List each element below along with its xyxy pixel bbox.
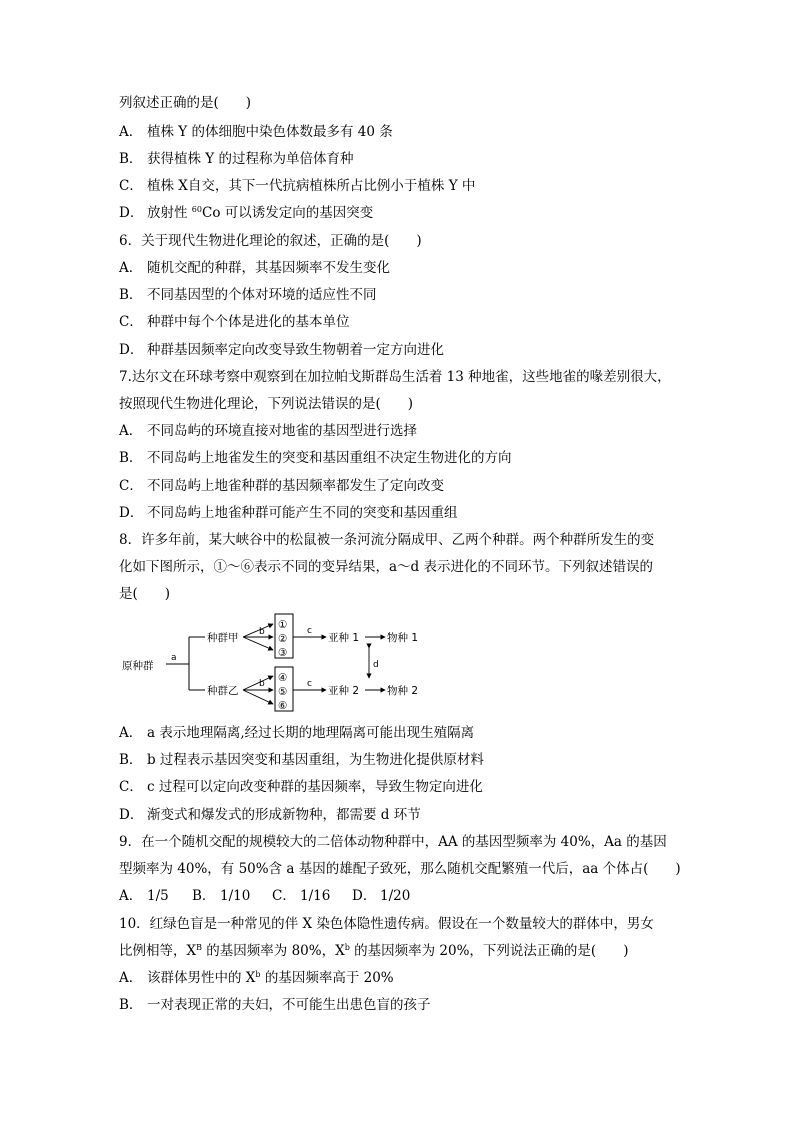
option-text: 1/10 (220, 888, 251, 904)
allele-superscript: b (255, 970, 261, 979)
q6-option-c (119, 312, 350, 332)
option-text: 1/20 (380, 888, 411, 904)
arrow-b-bottom-3 (243, 690, 273, 704)
q7-option-c (119, 476, 444, 496)
mark-5: ⑤ (278, 686, 288, 698)
option-text: 不同岛屿上地雀种群的基因频率都发生了定向改变 (147, 478, 444, 494)
option-text: 植株 Y 的体细胞中染色体数最多有 40 条 (147, 124, 393, 140)
option-label: A． (119, 725, 143, 741)
q8-stem-line2: 化如下图所示，①～⑥表示不同的变异结果，a～d 表示进化的不同环节。下列叙述错误的 (119, 559, 653, 575)
species-2-label: 物种 2 (387, 685, 419, 697)
label-b-bottom: b (259, 679, 265, 689)
option-text: 种群中每个个体是进化的基本单位 (147, 314, 350, 330)
option-text: 种群基因频率定向改变导致生物朝着一定方向进化 (147, 342, 444, 358)
label-c-bottom: c (307, 679, 312, 689)
option-label: C． (119, 314, 143, 330)
option-text: 1/16 (300, 888, 331, 904)
q7-option-a (119, 421, 417, 441)
option-label: C． (119, 178, 143, 194)
label-a: a (171, 653, 177, 663)
q7-stem-line2: 按照现代生物进化理论，下列说法错误的是( ) (119, 396, 414, 412)
option-text: 渐变式和爆发式的形成新物种，都需要 d 环节 (147, 807, 421, 823)
option-label: D． (119, 205, 144, 221)
q10-option-a (119, 968, 394, 988)
option-text: 获得植株 Y 的过程称为单倍体育种 (147, 151, 354, 167)
option-text-pre: 放射性 (147, 205, 192, 221)
q6-option-a (119, 258, 390, 278)
option-label: A． (119, 888, 143, 904)
option-text: 不同岛屿上地雀种群可能产生不同的突变和基因重组 (147, 505, 458, 521)
stem-text-pre: 比例相等，X (119, 943, 197, 959)
subspecies-2-label: 亚种 2 (328, 685, 360, 697)
q10-stem-line2 (119, 941, 628, 961)
label-b-top: b (259, 627, 265, 637)
option-text: c 过程可以定向改变种群的基因频率，导致生物定向进化 (147, 779, 483, 795)
option-text: a 表示地理隔离,经过长期的地理隔离可能出现生殖隔离 (147, 725, 475, 741)
q8-option-c (119, 777, 483, 797)
mark-4: ④ (278, 672, 288, 684)
population-a-label: 种群甲 (207, 632, 239, 644)
q8-stem-line1: 8．许多年前，某大峡谷中的松鼠被一条河流分隔成甲、乙两个种群。两个种群所发生的变 (119, 532, 655, 548)
option-label: C． (119, 779, 143, 795)
option-text: 随机交配的种群，其基因频率不发生变化 (147, 260, 390, 276)
mark-6: ⑥ (278, 700, 288, 712)
option-label: A． (119, 260, 143, 276)
q7-stem-line1: 7.达尔文在环球考察中观察到在加拉帕戈斯群岛生活着 13 种地雀，这些地雀的喙差别很大， (119, 369, 671, 385)
option-text: 一对表现正常的夫妇，不可能生出患色盲的孩子 (147, 997, 431, 1013)
option-label: B． (119, 450, 143, 466)
isotope-mass: 60 (191, 205, 202, 214)
option-text-pre: 该群体男性中的 X (147, 970, 256, 986)
q5-option-d (119, 203, 373, 223)
option-label: B． (119, 151, 143, 167)
arrow-b-top-3 (243, 637, 273, 650)
option-label: B． (119, 287, 143, 303)
q8-option-d (119, 805, 421, 825)
species-1-label: 物种 1 (387, 632, 419, 644)
option-text: 不同岛屿上地雀发生的突变和基因重组不决定生物进化的方向 (147, 450, 512, 466)
q6-option-d (119, 340, 444, 360)
label-c-top: c (307, 626, 312, 636)
q5-option-a (119, 122, 393, 142)
option-label: A． (119, 124, 143, 140)
allele-superscript-b: b (344, 943, 350, 952)
q9-stem-line1: 9．在一个随机交配的规模较大的二倍体动物种群中，AA 的基因型频率为 40%，Aa 的基因 (119, 834, 667, 850)
arrow-b-bottom-1 (243, 676, 273, 690)
option-label: D． (119, 807, 144, 823)
stem-text-mid: 的基因频率为 80%，X (202, 943, 345, 959)
q8-option-a (119, 723, 474, 743)
option-text: 植株 X自交，其下一代抗病植株所占比例小于植株 Y 中 (147, 178, 476, 194)
option-text: 不同基因型的个体对环境的适应性不同 (147, 287, 377, 303)
q6-stem: 6．关于现代生物进化理论的叙述，正确的是( ) (119, 233, 422, 249)
origin-population-label: 原种群 (122, 660, 154, 672)
arrow-b-top-1 (243, 624, 273, 637)
stem-text-post: 的基因频率为 20%，下列说法正确的是( ) (349, 943, 629, 959)
q7-option-b (119, 448, 512, 468)
evolution-diagram (119, 612, 439, 716)
option-label: B． (192, 888, 216, 904)
q9-options-row (119, 886, 410, 906)
option-label: A． (119, 423, 143, 439)
q7-option-d (119, 503, 458, 523)
option-label: A． (119, 970, 143, 986)
allele-superscript-B: B (196, 943, 203, 952)
option-label: C． (119, 478, 143, 494)
mark-1: ① (278, 619, 288, 631)
label-d: d (373, 660, 379, 670)
subspecies-1-label: 亚种 1 (328, 632, 360, 644)
option-label: D． (352, 888, 377, 904)
q6-option-b (119, 285, 377, 305)
q8-stem-line3: 是( ) (119, 586, 171, 602)
option-label: D． (119, 342, 144, 358)
option-label: D． (119, 505, 144, 521)
q9-stem-line2: 型频率为 40%，有 50%含 a 基因的雄配子致死，那么随机交配繁殖一代后，aa 个体占( ) (119, 861, 681, 877)
q8-option-b (119, 750, 484, 770)
population-b-label: 种群乙 (207, 685, 239, 697)
option-text: 1/5 (147, 888, 169, 904)
q5-option-b (119, 149, 354, 169)
option-text: b 过程表示基因突变和基因重组，为生物进化提供原材料 (147, 752, 484, 768)
option-text-post: Co 可以诱发定向的基因突变 (201, 205, 374, 221)
option-label: B． (119, 752, 143, 768)
q10-stem-line1: 10．红绿色盲是一种常见的伴 X 染色体隐性遗传病。假设在一个数量较大的群体中，男女 (119, 916, 654, 932)
option-label: B． (119, 997, 143, 1013)
q10-option-b (119, 995, 431, 1015)
option-text: 不同岛屿的环境直接对地雀的基因型进行选择 (147, 423, 417, 439)
mark-3: ③ (278, 647, 288, 659)
q5-stem-tail: 列叙述正确的是( ) (119, 95, 252, 111)
option-label: C． (272, 888, 296, 904)
q5-option-c (119, 176, 475, 196)
option-text-post: 的基因频率高于 20% (260, 970, 394, 986)
mark-2: ② (278, 633, 288, 645)
